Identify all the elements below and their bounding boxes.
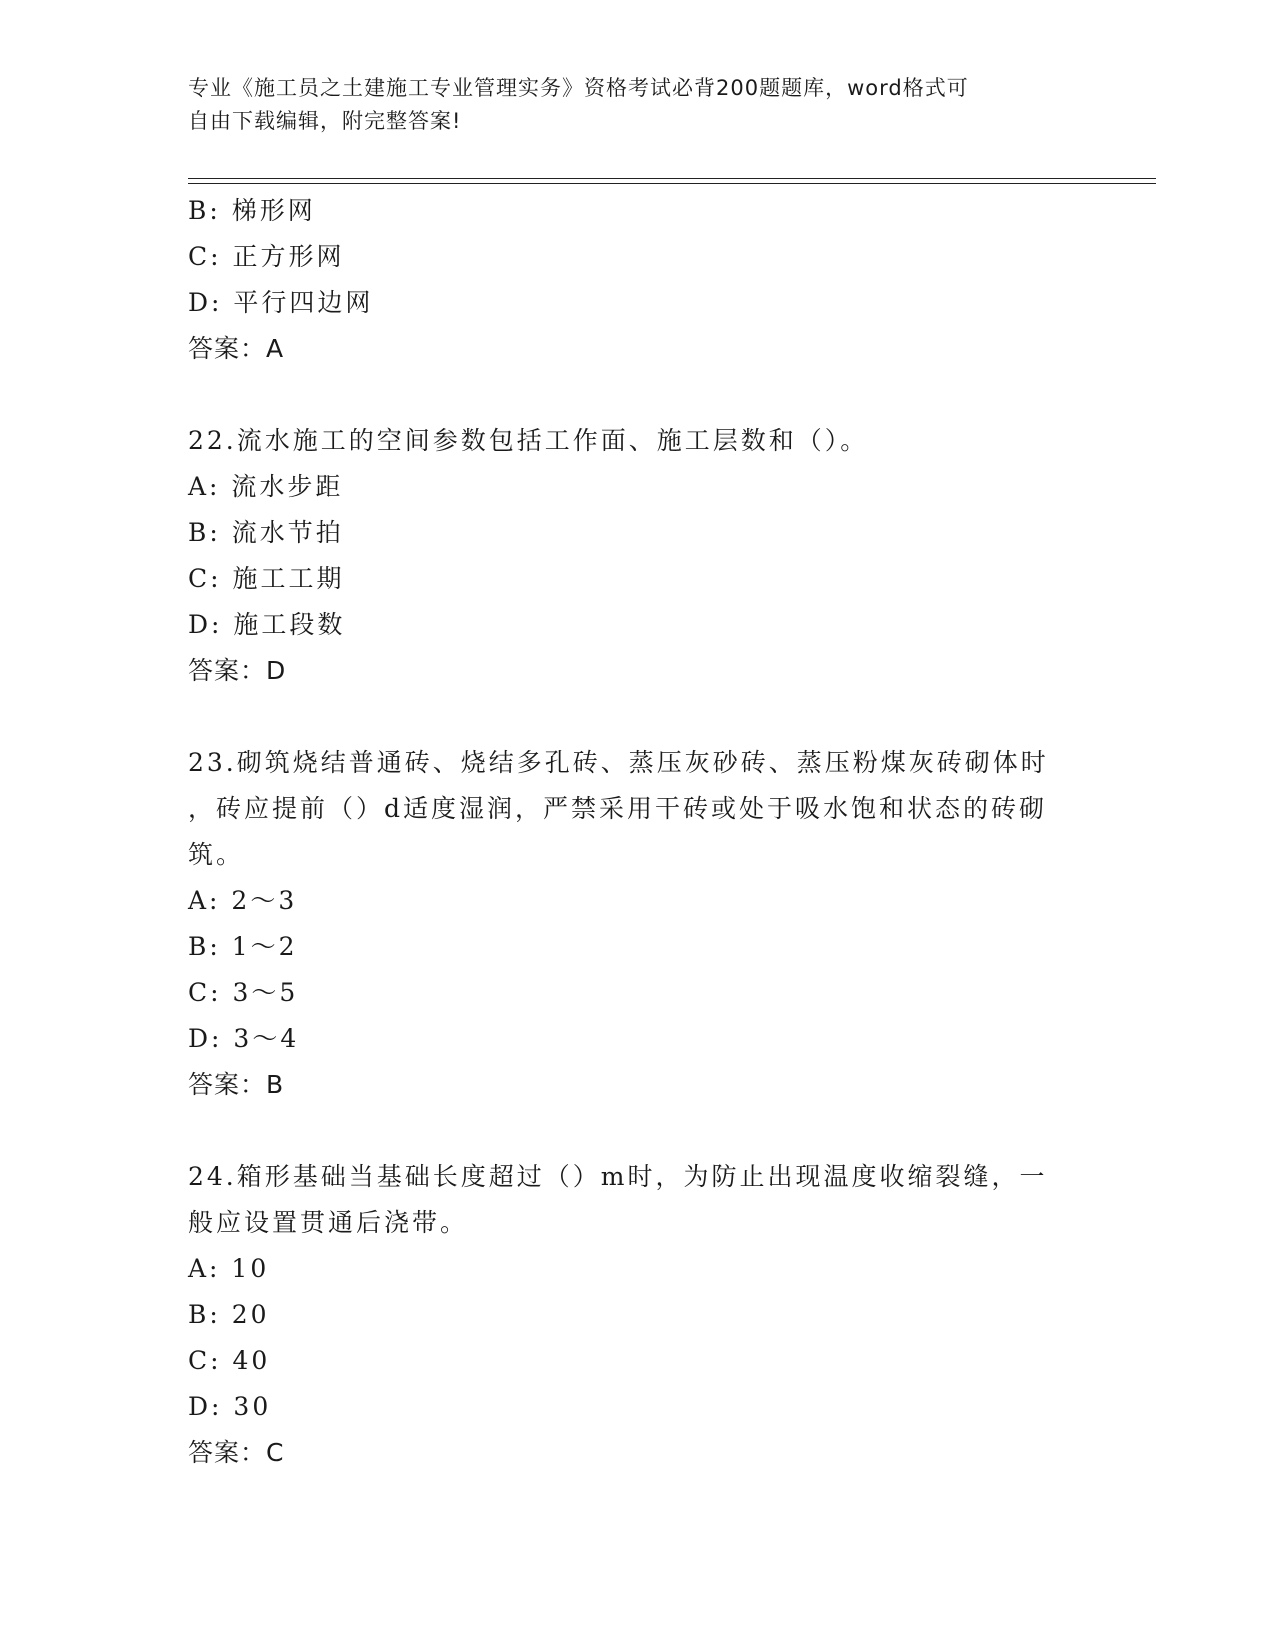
question-text: 筑。 xyxy=(188,840,245,869)
option-d: D: 3～4 xyxy=(188,1024,300,1053)
question-text: 23.砌筑烧结普通砖、烧结多孔砖、蒸压灰砂砖、蒸压粉煤灰砖砌体时 xyxy=(188,748,1049,777)
header-divider-top xyxy=(188,178,1156,179)
previous-question-tail xyxy=(188,188,1108,372)
header-divider-bottom xyxy=(188,183,1156,184)
spacer xyxy=(188,1108,1108,1154)
option-d: D: 平行四边网 xyxy=(188,288,374,317)
question-text: 22.流水施工的空间参数包括工作面、施工层数和（）。 xyxy=(188,426,869,455)
answer-line: 答案：C xyxy=(188,1438,285,1467)
spacer xyxy=(188,372,1108,418)
answer-line: 答案：B xyxy=(188,1070,285,1099)
option-b: B: 流水节拍 xyxy=(188,518,344,547)
header-line-1: 专业《施工员之土建施工专业管理实务》资格考试必背200题题库，word格式可 xyxy=(188,76,969,100)
question-22 xyxy=(188,418,1108,694)
spacer xyxy=(188,694,1108,740)
option-d: D: 施工段数 xyxy=(188,610,346,639)
question-23 xyxy=(188,740,1108,1108)
option-d: D: 30 xyxy=(188,1392,272,1421)
option-c: C: 施工工期 xyxy=(188,564,345,593)
option-a: A: 流水步距 xyxy=(188,472,344,501)
header-line-2: 自由下载编辑，附完整答案! xyxy=(188,109,462,133)
option-c: C: 3～5 xyxy=(188,978,299,1007)
question-text: 24.箱形基础当基础长度超过（）m时，为防止出现温度收缩裂缝，一 xyxy=(188,1162,1048,1191)
option-b: B: 1～2 xyxy=(188,932,298,961)
option-c: C: 正方形网 xyxy=(188,242,345,271)
document-header xyxy=(188,72,1088,138)
question-text: ，砖应提前（）d适度湿润，严禁采用干砖或处于吸水饱和状态的砖砌 xyxy=(188,794,1048,823)
question-text: 般应设置贯通后浇带。 xyxy=(188,1208,469,1237)
option-a: A: 10 xyxy=(188,1254,270,1283)
option-a: A: 2～3 xyxy=(188,886,298,915)
answer-line: 答案：A xyxy=(188,334,285,363)
option-b: B: 梯形网 xyxy=(188,196,316,225)
question-content xyxy=(188,188,1108,1476)
answer-line: 答案：D xyxy=(188,656,287,685)
option-c: C: 40 xyxy=(188,1346,271,1375)
option-b: B: 20 xyxy=(188,1300,270,1329)
question-24 xyxy=(188,1154,1108,1476)
